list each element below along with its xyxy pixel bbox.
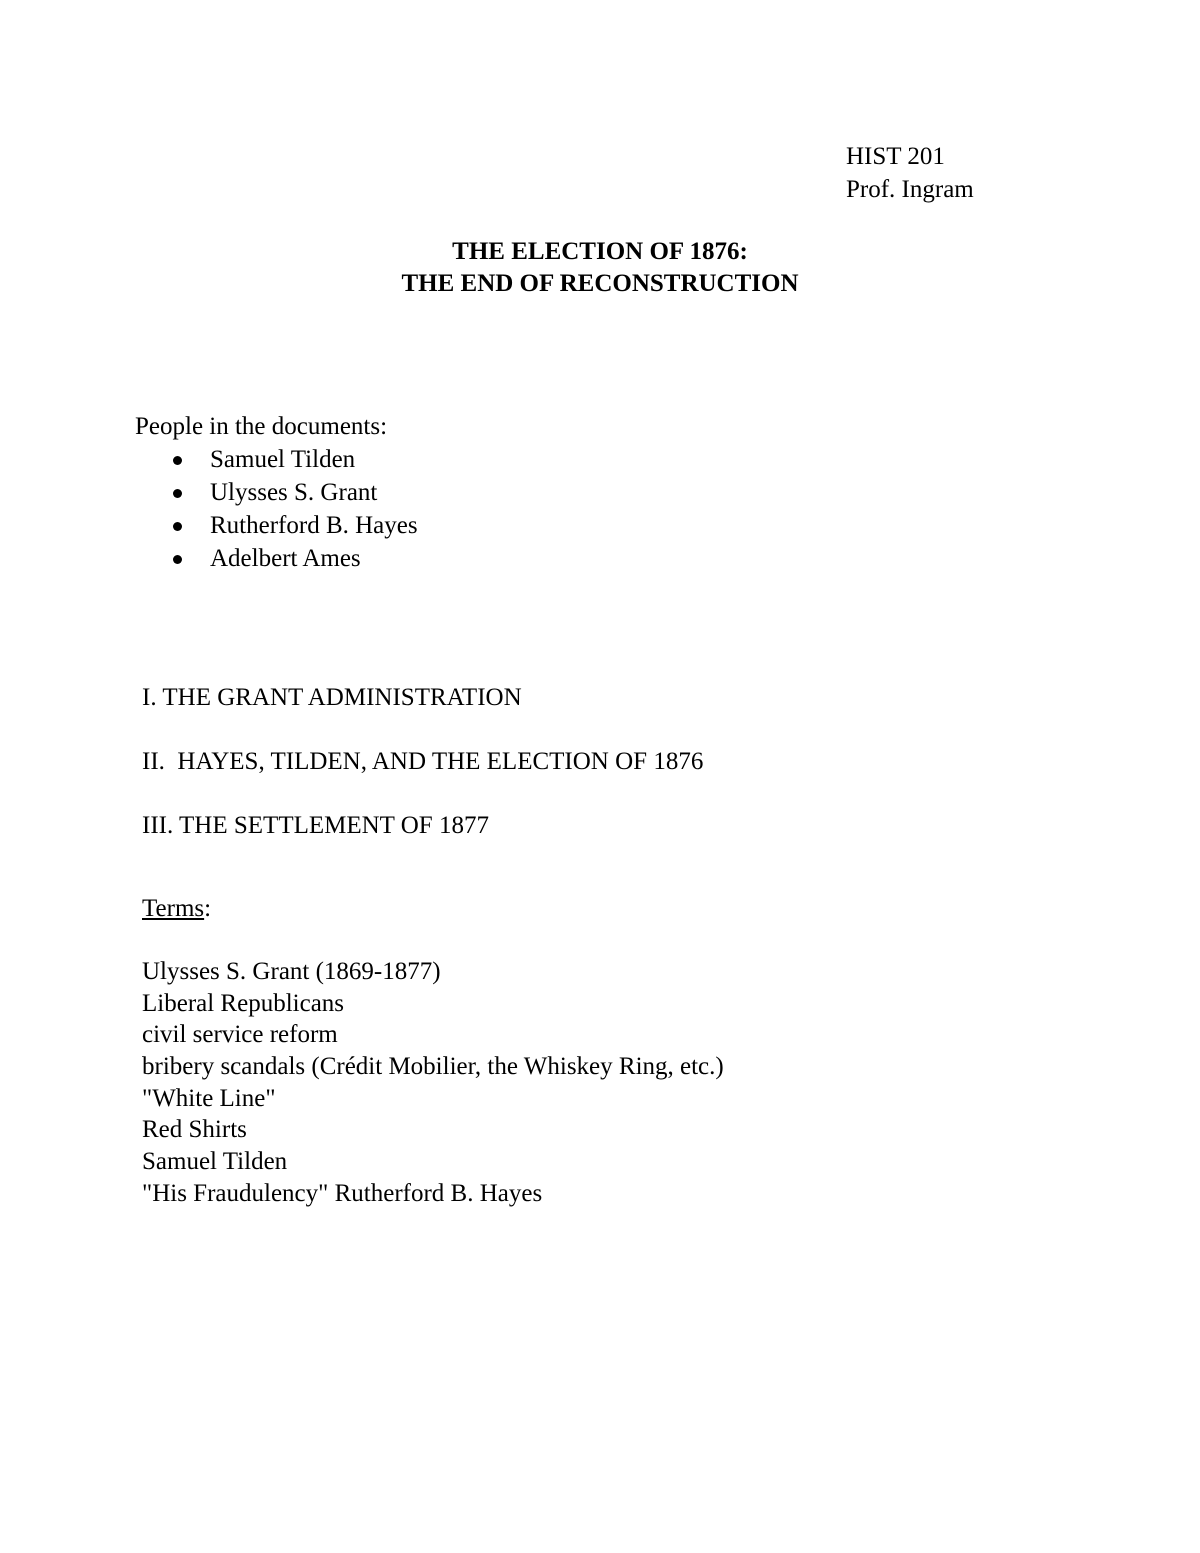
people-list xyxy=(135,444,418,576)
title-line-1: THE ELECTION OF 1876: xyxy=(452,238,748,265)
list-item: "His Fraudulency" Rutherford B. Hayes xyxy=(142,1179,543,1207)
title-line-2: THE END OF RECONSTRUCTION xyxy=(401,270,799,297)
list-item xyxy=(135,477,418,510)
person-name: Adelbert Ames xyxy=(210,545,361,572)
terms-heading xyxy=(142,893,211,925)
list-item: Samuel Tilden xyxy=(142,1148,288,1176)
list-item: "White Line" xyxy=(142,1084,276,1112)
outline-section-2: II. HAYES, TILDEN, AND THE ELECTION OF 1876 xyxy=(142,748,704,775)
terms-heading-colon: : xyxy=(204,895,212,922)
document-title xyxy=(0,236,1200,300)
person-name: Rutherford B. Hayes xyxy=(210,512,418,539)
course-info xyxy=(846,141,1166,207)
bullet-icon xyxy=(173,456,182,465)
professor-name: Prof. Ingram xyxy=(846,176,974,203)
bullet-icon xyxy=(173,555,182,564)
person-name: Samuel Tilden xyxy=(210,446,356,473)
list-item xyxy=(135,510,418,543)
list-item: Red Shirts xyxy=(142,1116,247,1144)
people-heading: People in the documents: xyxy=(135,413,388,440)
person-name: Ulysses S. Grant xyxy=(210,479,378,506)
list-item xyxy=(135,444,418,477)
list-item xyxy=(135,543,418,576)
terms-list xyxy=(142,956,724,1210)
bullet-icon xyxy=(173,522,182,531)
list-item: bribery scandals (Crédit Mobilier, the Whiskey Ring, etc.) xyxy=(142,1053,724,1081)
list-item: Liberal Republicans xyxy=(142,989,345,1017)
terms-heading-text: Terms xyxy=(142,895,205,922)
list-item: Ulysses S. Grant (1869-1877) xyxy=(142,958,441,985)
outline-section-1: I. THE GRANT ADMINISTRATION xyxy=(142,684,522,711)
bullet-icon xyxy=(173,489,182,498)
course-code: HIST 201 xyxy=(846,143,945,170)
list-item: civil service reform xyxy=(142,1021,338,1049)
outline-section-3: III. THE SETTLEMENT OF 1877 xyxy=(142,812,489,839)
